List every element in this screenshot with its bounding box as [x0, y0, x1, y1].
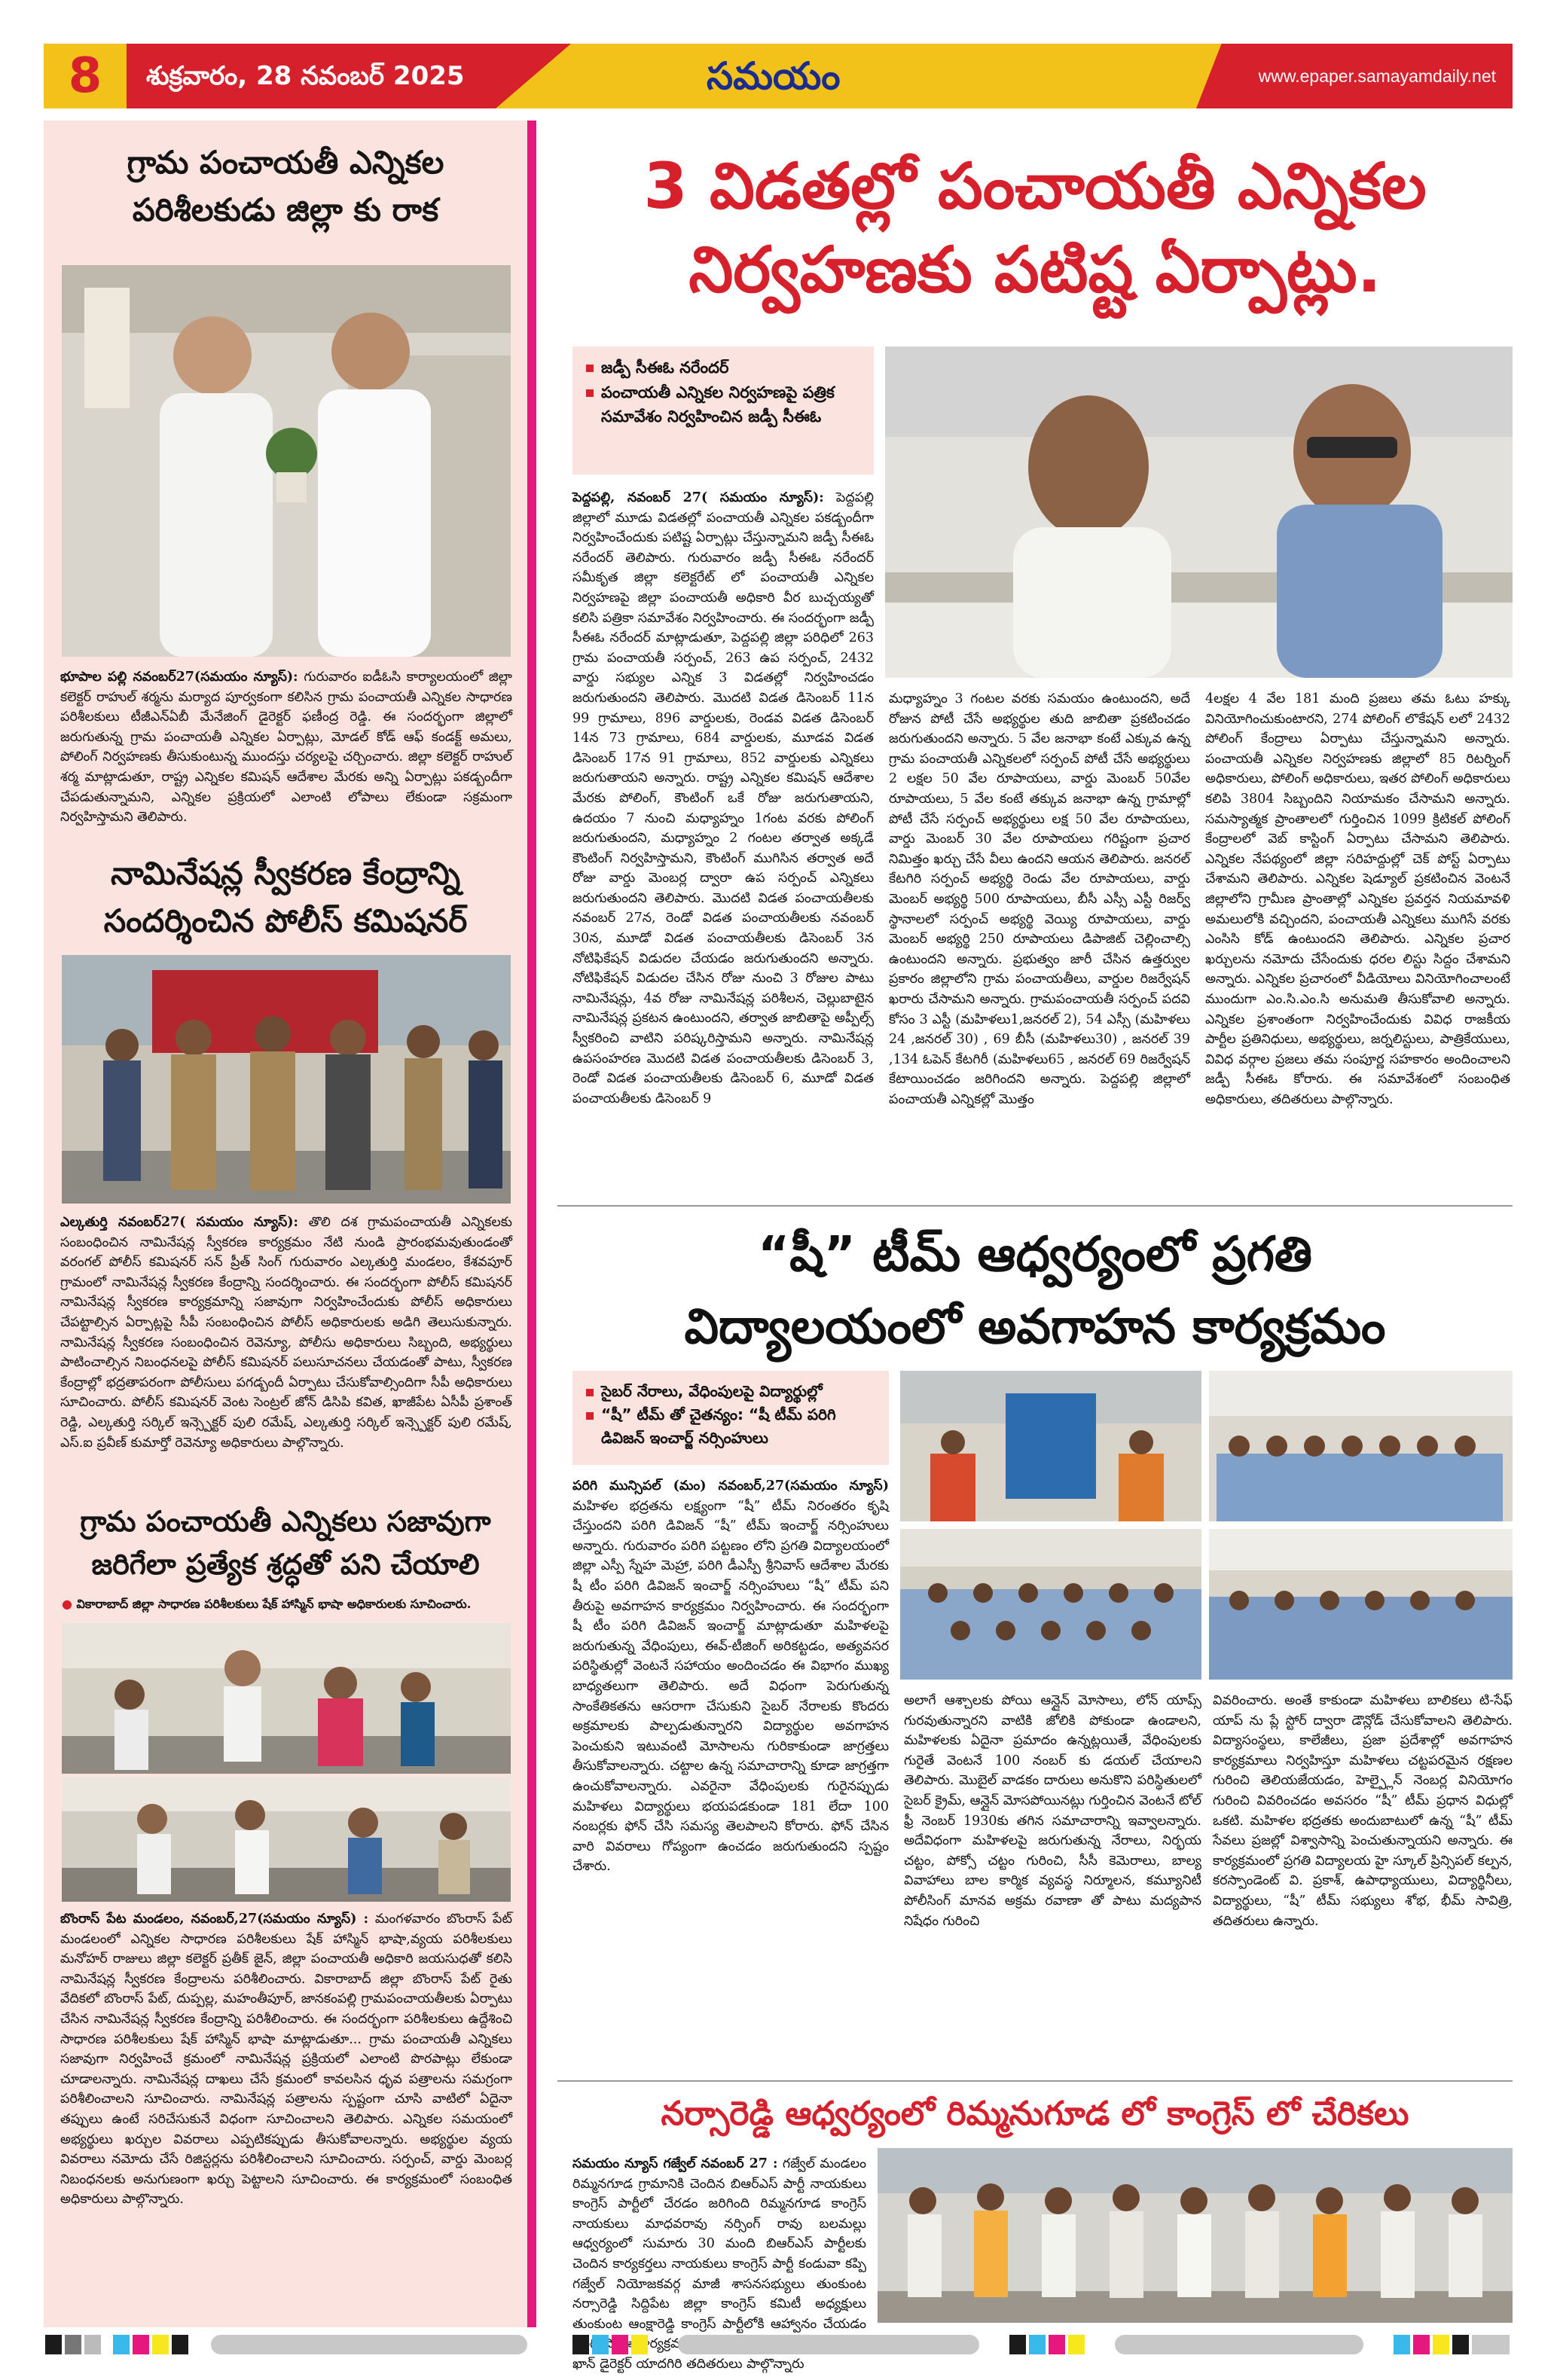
story3-text: మంగళవారం బొంరాస్ పేట్ మండలంలో ఎన్నికల సాధారణ పరిశీలకులు షేక్ హాస్మిన్ భాషా,వ్యయ పరిశీలకులు మనోహర్ రాజులు జిల్లా కలెక్టర్ ప్రతీక్ జైన్, జిల్లా పంచాయతీ అధికారి జయసుధతో కలిసి నామినేషన్ల స్వీకరణ కేంద్రాలను పరిశీలించారు. వికారాబాద్ జిల్లా బొంరాస్ పేట్ రైతు వేదికలో బొంరాస్ పేట్, దుప్పల్ల, మహంతీపూర్, జానకంపల్లి గ్రామపంచాయతీలకు ఏర్పాటు చేసిన నామినేషన్ల స్వీకరణ కేంద్రాన్ని పరిశీలించారు. ఈ సందర్భంగా పరిశీలకులు ఉద్దేశించి సాధారణ పరిశీలకులు షేక్ హాస్మిన్ భాషా మాట్లాడుతూ... గ్రామ పంచాయతీ ఎన్నికలు సజావుగా నిర్వహించే క్రమంలో నామినేషన్ల ప్రక్రియలో ఎలాంటి పొరపాట్లు లేకుండా చూడాలన్నారు. నామినేషన్ల దాఖలు చేసే క్రమంలో కావలసిన ధృవ పత్రాలను సమగ్రంగా పరిశీలించాలని సూచించారు. నామినేషన్ల పత్రాలను స్పష్టంగా చూసి వాటిలో ఏదైనా తప్పులు ఉంటే సరిచేసుకునే విధంగా సూచించాలని తెలిపారు. ఎన్నికల సమయంలో అభ్యర్థులు ఖర్చుల వివరాలు ఎప్పటికప్పుడు తీసుకోవాలన్నారు. అభ్యర్థుల వ్యయ వివరాలు నమోదు చేసే రిజిస్టర్లను పరిశీలించాలని సూచించారు. సర్పంచ్, వార్డు మెంబర్ల నిబంధనలకు అనుగుణంగా ఖర్చు పెట్టాలని సూచించారు. ఈ కార్యక్రమంలో సంబంధిత అధికారులు పాల్గొన్నారు.: [60, 1912, 512, 2208]
story1-body: [60, 667, 512, 848]
masthead-yellow-band: [496, 44, 1249, 108]
story1-headline-line1: గ్రామ పంచాయతీ ఎన్నికల: [127, 144, 444, 181]
she-headline-line1: “షీ” టీమ్ ఆధ్వర్యంలో ప్రగతి: [758, 1227, 1312, 1283]
story1-text: గురువారం ఐడీఓసి కార్యాలయంలో జిల్లా కలెక్టర్ రాహుల్ శర్మను మర్యాద పూర్వకంగా కలిసిన గ్రామ పంచాయతీ ఎన్నికల సాధారణ పరిశీలకులు టీజీఎన్ఏబీ మేనేజింగ్ డైరెక్టర్ ఫణీంద్ర రెడ్డి. ఈ సందర్భంగా జిల్లాలో జరుగుతున్న గ్రామ పంచాయతీ ఎన్నికల ఏర్పాట్లు, మోడల్ కోడ్ ఆఫ్ కండక్ట్ అమలు, పోలింగ్ నిర్వహణకు తీసుకుంటున్న ముందస్తు చర్యలపై చర్చించారు. జిల్లా కలెక్టర్ రాహుల్ శర్మ మాట్లాడుతూ, రాష్ట్ర ఎన్నికల కమిషన్ ఆదేశాల మేరకు అన్ని ఏర్పాట్లు పకడ్బందీగా చేపడుతున్నామని, ఎన్నికల ప్రక్రియలో ఎలాంటి లోపాలు లేకుండా సక్రమంగా నిర్వహిస్తామని తెలిపారు.: [60, 670, 512, 825]
divider-2: [557, 2080, 1513, 2082]
story3-photo-1: [62, 1623, 511, 1774]
newspaper-brand: సమయం: [707, 54, 841, 98]
reg-cyan-1: [113, 2335, 130, 2354]
she-body-col1: [572, 1476, 889, 2071]
reg-black-4: [1009, 2335, 1026, 2354]
masthead: [44, 44, 1513, 108]
she-photo-2: [1209, 1371, 1513, 1521]
story3-dateline: బొంరాస్ పేట మండలం, నవంబర్,27(సమయం న్యూస్) :: [60, 1912, 369, 1927]
story2-headline[interactable]: [44, 850, 527, 944]
story2-headline-line2: సందర్శించిన పోలీస్ కమిషనర్: [103, 902, 468, 939]
she-text-1: మహిళల భద్రతను లక్ష్యంగా “షీ” టీమ్ నిరంతరం కృషి చేస్తుందని పరిగి డివిజన్ “షీ” టీమ్ ఇంచార్జ్ నర్సింహులు అన్నారు. గురువారం పరిగి పట్టణం లోని ప్రగతి విద్యాలయంలో జిల్లా ఎస్పీ స్నేహ మెహ్రా, పరిగి డీఎస్పీ శ్రీనివాస్ ఆదేశాల మేరకు షీ టీం పరిగి డివిజన్ ఇంచార్జ్ నర్సింహులు “షీ” టీమ్ పని తీరుపై అవగాహన కార్యక్రమం నిర్వహించారు. ఈ సందర్భంగా షీ టీం పరిగి డివిజన్ ఇంచార్జ్ మాట్లాడుతూ మహిళలపై జరుగుతున్న వేధింపులు, ఈవ్-టీజింగ్ అరికట్టడం, అత్యవసర పరిస్థితుల్లో వెంటనే సహాయం అందించడం ఈ విభాగం ముఖ్య బాధ్యతలుగా తెలిపారు. అదే విధంగా పెరుగుతున్న సాంకేతికతను ఆసరాగా చేసుకుని సైబర్ నేరాలకు కొందరు అక్రమాలకు పాల్పడుతున్నారని విద్యార్థుల అవగాహన పెంచుకుని ఇటువంటి మోసాలను గురికాకుండా జాగ్రత్తలు తీసుకోవాలన్నారు. చట్టాల ఉన్న సమాచారాన్ని కూడా జాగ్రత్తగా ఉంచుకోవాలన్నారు. ఎవరైనా వేధింపులకు గురైనప్పుడు మహిళలు విద్యార్థులు భయపడకుండా 181 లేదా 100 నంబర్లకు ఫోన్ చేసి సమస్య తెలపాలని కోరారు. ఫోన్ చేసిన వారి వివరాలు గోప్యంగా ఉంచడం జరుగుతుందని స్పష్టం చేశారు.: [572, 1498, 889, 1875]
she-body-col3: [1213, 1691, 1513, 2071]
she-body-col2: [904, 1691, 1201, 2071]
reg-yellow-4: [1433, 2335, 1449, 2354]
story2-text: తొలి దశ గ్రామపంచాయతీ ఎన్నికలకు సంబంధించిన నామినేషన్ల స్వీకరణ కార్యక్రమం నేటి నుండి ప్రారంభమవుతుండంతో వరంగల్ పోలీస్ కమిషనర్ సన్ ప్రీత్ సింగ్ గురువారం ఎల్కతుర్తి మండలం, కేశవపూర్ గ్రామంలో నామినేషన్ల స్వీకరణ కేంద్రాన్ని సందర్శించారు. ఈ సందర్భంగా పోలీస్ కమిషనర్ నామినేషన్ల స్వీకరణ కార్యక్రమాన్ని సజావుగా నిర్వహించేందుకు పోలీస్ అధికారులు చేపట్టాల్సిన ఏర్పాట్లపై సీపీ సంబంధించిన పోలీస్ అధికారులకు అడిగి తెలుసుకున్నారు. నామినేషన్ల స్వీకరణ సంబంధించిన రెవెన్యూ, పోలీసు అధికారులు సిబ్బంది, అభ్యర్థులు పాటించాల్సిన నిబంధనలపై పోలీస్ కమిషనర్ పలుసూచనలు చేయడంతో పాటు, స్వీకరణ కేంద్రాల్లో భద్రతాపరంగా పోలీసులు పగడ్బందీ ఏర్పాటు చేసుకోవాల్సిందిగా సీపీ అధికారులు సూచించారు. పోలీస్ కమిషనర్ వెంట సెంట్రల్ జోన్ డిసిపి కవిత, ఖాజీపేట ఏసీపీ ప్రశాంత్ రెడ్డి, ఎల్కతుర్తి సర్కిల్ ఇన్స్పెక్టర్ పులి రమేష్, ఎల్కతుర్తి సర్కిల్ ఇన్స్పెక్టర్ పులి రమేష్, ఎస్.ఐ ప్రవీణ్ కుమార్తో రెవెన్యూ అధికారులు పాల్గొన్నారు.: [60, 1215, 512, 1451]
she-headline[interactable]: [557, 1219, 1513, 1363]
she-kicker: [572, 1371, 889, 1465]
reg-yellow-2: [631, 2335, 648, 2354]
reg-magenta-4: [1413, 2335, 1430, 2354]
epaper-url[interactable]: www.epaper.samayamdaily.net: [1258, 66, 1496, 86]
main-text-3: 4లక్షల 4 వేల 181 మంది ప్రజలు తమ ఓటు హక్కు వినియోగించుకుంటారని, 274 పోలింగ్ లొకేషన్ లలో 2432 పోలింగ్ కేంద్రాలు ఏర్పాటు చేస్తున్నామని అన్నారు. పంచాయతీ ఎన్నికల నిర్వహణకు జిల్లాలో 85 రిటర్నింగ్ అధికారులు, పోలింగ్ అధికారులు, ఇతర పోలింగ్ అధికారులు కలిపి 3804 సిబ్బందిని నియామకం చేసామని అన్నారు. సమస్యాత్మక ప్రాంతాలలో గుర్తించిన 1099 క్రిటికల్ పోలింగ్ కేంద్రాలలో వెబ్ కాస్టింగ్ ఏర్పాటు చేసామని తెలిపారు. ఎన్నికల నేపథ్యంలో జిల్లా సరిహద్దుల్లో చెక్ పోస్ట్ ఏర్పాటు చేశామని తెలిపారు. ఎన్నికల షెడ్యూల్ ప్రకటించిన వెంటనే జిల్లాలోని గ్రామీణ ప్రాంతాల్లో ఎన్నికల ప్రవర్తన నియమావళి అమలులోకి వచ్చిందని, పంచాయతీ ఎన్నికలు ముగిసే వరకు ఎంసిసి కోడ్ ఉంటుందని తెలిపారు. ఎన్నికల ప్రచార ఖర్చులను నమోదు చేసేందుకు ధరల లిస్టు సిద్దం చేశామని అన్నారు. ఎన్నికల ప్రచారంలో వీడియోలు వినియోగించాలంటే ముందుగా ఎం.సి.ఎం.సి అనుమతి తీసుకోవాలి అన్నారు. ఎన్నికల ప్రశాంతంగా నిర్వహించేందుకు వివిధ రాజకీయ పార్టీల ప్రతినిధులు, అభ్యర్థులు, జర్నలిస్టులు, పాత్రికేయులు, వివిధ వర్గాల ప్రజలు తమ సంపూర్ణ సహకారం అందించాలని జడ్పీ సీఈఓ కోరారు. ఈ సమావేశంలో సంబంధిత అధికారులు, తదితరులు పాల్గొన్నారు.: [1205, 691, 1510, 1107]
reg-grey-strip-1: [211, 2335, 527, 2354]
reg-grey-strip-2: [678, 2335, 979, 2354]
main-text-2: మధ్యాహ్నం 3 గంటల వరకు సమయం ఉంటుందని, అదే రోజున పోటీ చేసే అభ్యర్థుల తుది జాబితా ప్రకటించడం జరుగుతుందని అన్నారు. 5 వేల జనాభా కంటే ఎక్కువ ఉన్న గ్రామ పంచాయతీ ఎన్నికలలో సర్పంచ్ పోటీ చేసే అభ్యర్థులు 2 లక్షల 50 వేల రూపాయలు, వార్డు మెంబర్ 50వేల రూపాయలు, 5 వేల కంటే తక్కువ జనాభా ఉన్న గ్రామాల్లో పోటీ చేసే సర్పంచ్ అభ్యర్థులు లక్ష 50 వేల రూపాయలు, వార్డు మెంబర్ 30 వేల రూపాయలు గరిష్టంగా ప్రచార నిమిత్తం ఖర్చు చేసే వీలు ఉందని ఆయన తెలిపారు. జనరల్ కేటగిరి సర్పంచ్ అభ్యర్థి రెండు వేల రూపాయలు, వార్డు మెంబర్ అభ్యర్థి 500 రూపాయలు, బీసీ ఎస్సీ ఎస్టీ రిజర్వ్ స్థానాలలో సర్పంచ్ అభ్యర్థి వెయ్యి రూపాయలు, వార్డు మెంబర్ అభ్యర్థి 250 రూపాయలు డిపాజిట్ చెల్లించాల్సి ఉంటుందని అన్నారు. ప్రభుత్వం జారీ చేసిన ఉత్తర్వుల ప్రకారం జిల్లాలోని గ్రామ పంచాయతీలు, వార్డుల రిజర్వేషన్ ఖరారు చేసామని అన్నారు. గ్రామపంచాయతీ సర్పంచ్ పదవి కోసం 3 ఎస్టీ (మహిళలు1,జనరల్ 2), 54 ఎస్సీ (మహిళలు 24 ,జనరల్ 30) , 69 బీసీ (మహిళలు30) , జనరల్ 39 ,134 ఓపెన్ కేటగిరీ (మహిళలు65 , జనరల్ 69 రిజర్వేషన్ కేటాయించడం జరిగిందని అన్నారు. పెద్దపల్లి జిల్లాలో పంచాయతీ ఎన్నికల్లో మొత్తం: [889, 691, 1190, 1107]
divider-1: [557, 1205, 1513, 1207]
left-column-divider: [527, 121, 536, 2327]
story3-photo-2: [62, 1777, 511, 1902]
reg-magenta-2: [612, 2335, 628, 2354]
she-photo-4: [1209, 1529, 1513, 1680]
story3-headline[interactable]: [44, 1500, 527, 1586]
story3-body: [60, 1909, 512, 2320]
reg-cyan-3: [1029, 2335, 1046, 2354]
reg-yellow-1: [152, 2335, 169, 2354]
main-text-1: పెద్దపల్లి జిల్లాలో మూడు విడతల్లో పంచాయతీ ఎన్నికల పకడ్బందీగా నిర్వహించేందుకు పటిష్ట ఏర్పాట్లు చేస్తున్నామని జడ్పీ సీఈఓ నరేందర్ తెలిపారు. గురువారం జడ్పీ సీఈఓ నరేందర్ సమీకృత జిల్లా కలెక్టరేట్ లో పంచాయతీ ఎన్నికల నిర్వహణపై జిల్లా పంచాయతీ అధికారి వీర బుచ్చయ్యతో కలిసి పత్రికా సమావేశం నిర్వహించారు. ఈ సందర్భంగా జడ్పీ సీఈఓ నరేందర్ మాట్లాడుతూ, పెద్దపల్లి జిల్లా పరిధిలో 263 గ్రామ పంచాయతీ సర్పంచ్, 263 ఉప సర్పంచ్, 2432 వార్డు సభ్యుల ఎన్నిక 3 విడతల్లో నిర్వహించడం జరుగుతుందని తెలిపారు. మొదటి విడత డిసెంబర్ 11న 99 గ్రామాలు, 896 వార్డులకు, రెండవ విడత డిసెంబర్ 14న 73 గ్రామాలు, 684 వార్డులకు, మూడవ విడత డిసెంబర్ 17న 91 గ్రామాలు, 852 వార్డులకు ఎన్నికలు జరుగుతాయని అన్నారు. రాష్ట్ర ఎన్నికల కమిషన్ ఆదేశాల మేరకు పోలింగ్, కౌంటింగ్ ఒకే రోజు జరుగుతాయని, ఉదయం 7 నుంచి మధ్యాహ్నం 1గంట వరకు పోలింగ్ జరుగుతుందని, మధ్యాహ్నం 2 గంటల తర్వాత అక్కడే కౌంటింగ్ నిర్వహిస్తామని, కౌంటింగ్ ముగిసిన తర్వాత అదే రోజు వార్డు మెంబర్ల ద్వారా ఉప సర్పంచ్ ఎన్నికలు జరుగుతుందని తెలిపారు. మొదటి విడత పంచాయతీలకు నవంబర్ 27న, రెండో విడత పంచాయతీలకు నవంబర్ 30న, మూడో విడత పంచాయతీలకు డిసెంబర్ 3న నోటిఫికేషన్ విడుదల చేయడం జరుగుతుందని అన్నారు. నోటిఫికేషన్ విడుదల చేసిన రోజు నుంచి 3 రోజుల పాటు నామినేషన్లు, 4వ రోజు నామినేషన్ల పరిశీలన, చెల్లుబాటైన నామినేషన్ల ప్రకటన ఉంటుందని, తర్వాత జాబితాపై అప్పీల్స్ స్వీకరించి వాటిని పరిష్కరిస్తామని అన్నారు. నామినేషన్ల ఉపసంహరణ మొదటి విడత పంచాయతీలకు డిసెంబర్ 3, రెండో విడత పంచాయతీలకు డిసెంబర్ 6, మూడో విడత పంచాయతీలకు డిసెంబర్ 9: [572, 490, 874, 1106]
story3-headline-line1: గ్రామ పంచాయతీ ఎన్నికలు సజావుగా: [80, 1505, 491, 1538]
congress-headline[interactable]: నర్సారెడ్డి ఆధ్వర్యంలో రిమ్మనుగూడ లో కాంగ్రెస్ లో చేరికలు: [661, 2095, 1409, 2133]
congress-body: [572, 2154, 866, 2372]
main-kicker-2: పంచాయతీ ఎన్నికల నిర్వహణపై పత్రిక సమావేశం నిర్వహించిన జడ్పీ సీఈఓ: [586, 380, 860, 429]
reg-grey-end: [1472, 2335, 1510, 2354]
she-kicker-1: సైబర్ నేరాలు, వేధింపులపై విద్యార్థుల్లో: [586, 1380, 875, 1403]
story1-dateline: భూపాల పల్లి నవంబర్27(సమయం న్యూస్):: [60, 670, 298, 685]
main-dateline: పెద్దపల్లి, నవంబర్ 27( సమయం న్యూస్):: [572, 490, 824, 505]
reg-cyan-2: [592, 2335, 609, 2354]
congress-text: గజ్వేల్ మండలం రిమ్మనగూడ గ్రామానికి చెందిన బిఆర్ఎస్ పార్టీ నాయకులు కాంగ్రెస్ పార్టీలో చేరడం జరిగింది రిమ్మనగూడ కాంగ్రెస్ నాయకులు మాధవరావు నర్సింగ్ రావు బలమల్లు ఆధ్వర్యంలో సుమారు 30 మంది బిఆర్ఎస్ పార్టీలకు చెందిన కార్యకర్తలు నాయకులు కాంగ్రెస్ పార్టీ కండువా కప్పి గజ్వేల్ నియోజకవర్గ మాజీ శాసనసభ్యులు తుంకుంట నర్సారెడ్డి సిద్దిపేట జిల్లా కాంగ్రెస్ కమిటీ అధ్యక్షులు తుంకుంట ఆంక్షారెడ్డి కాంగ్రెస్ పార్టీలోకి ఆహ్వానం చేయడం కార్యక్రమంలో ఖాన్ డైరెక్టర్ యాదగిరి తదితరులు పాల్గొన్నారు: [572, 2156, 866, 2372]
main-headline-line2: నిర్వహణకు పటిష్ట ఏర్పాట్లు.: [688, 232, 1381, 307]
story3-headline-line2: జరిగేలా ప్రత్యేక శ్రద్ధతో పని చేయాలి: [91, 1548, 480, 1581]
story2-photo: [62, 955, 511, 1204]
main-headline-line1: 3 విడతల్లో పంచాయతీ ఎన్నికల: [643, 149, 1427, 223]
main-kicker: [572, 346, 874, 474]
page-number: 8: [44, 44, 127, 108]
she-text-3: వివరించారు. అంతే కాకుండా మహిళలు బాలికలు టి-సేఫ్ యాప్ ను ప్లే స్టోర్ ద్వారా డౌన్లోడ్ చేసుకోవాలని తెలిపారు. విద్యాసంస్థలు, కాలేజీలు, ప్రజా ప్రదేశాల్లో అవగాహన కార్యక్రమాలు నిర్వహిస్తూ మహిళలు చట్టపరమైన రక్షణల గురించి తెలియజేయడం, హెల్ప్లైన్ నెంబర్ల వినియోగం గురించి వివరించడం అవసరం “షీ” టీమ్ ప్రధాన విధుల్లో ఒకటి. మహిళల భద్రతకు అందుబాటులో ఉన్న “షీ” టీమ్ సేవలు ప్రజల్లో విశ్వాసాన్ని పెంచుతున్నాయని అన్నారు. ఈ కార్యక్రమంలో ప్రగతి విద్యాలయ హై స్కూల్ ప్రిన్సిపల్ కల్పన, కరస్పాండెంట్ వి. ప్రకాశ్, ఉపాధ్యాయులు, విద్యార్థినీలు, విద్యార్థులు, “షీ” టీమ్ సభ్యులు శోభ, భీమ్ సావిత్రి, తదితరులు ఉన్నారు.: [1213, 1693, 1513, 1929]
story1-photo: [62, 265, 511, 657]
story3-caption: ● వికారాబాద్ జిల్లా సాధారణ పరిశీలకులు షేక్ హాస్మిన్ భాషా అధికారులకు సూచించారు.: [62, 1597, 472, 1611]
reg-black-5: [1452, 2335, 1469, 2354]
she-dateline: పరిగి మున్సిపల్ (మం) నవంబర్,27(సమయం న్యూస్): [572, 1478, 889, 1494]
she-kicker-2: “షీ” టీమ్ తో చైతన్యం: “షీ టీమ్ పరిగి డివిజన్ ఇంచార్జ్ నర్సింహులు: [586, 1403, 875, 1450]
reg-lightgrey-1: [84, 2335, 101, 2354]
reg-black-3: [572, 2335, 589, 2354]
reg-cyan-4: [1394, 2335, 1410, 2354]
reg-grey-1: [65, 2335, 81, 2354]
she-text-2: అలాగే ఆశ్చాలకు పోయి ఆన్లైన్ మోసాలు, లోన్ యాప్స్ గురవుతున్నారని వాటికి జోలికి పోకుండా ఉండాలని, మహిళలకు ఏదైనా ప్రమాదం ఉన్నట్లయితే, వేధింపులకు గురైతే వెంటనే 100 నంబర్ కు డయల్ చేయాలని తెలిపారు. మొబైల్ వాడకం దారులు అనుకొని పరిస్థితులలో సైబర్ క్రైమ్, ఆన్లైన్ మోసపోయినట్లు గుర్తించిన వెంటనే టోల్ ఫ్రీ నెంబర్ 1930కు తగిన సమాచారాన్ని ఇవ్వాలన్నారు. అదేవిధంగా మహిళలపై జరుగుతున్న నేరాలు, నిర్భయ చట్టం, పోక్సో చట్టం గురించి, సీసీ కెమెరాలు, బాల్య వివాహాలు బాల కార్మిక వ్యవస్థ నిర్మూలన, కమ్యూనిటీ పోలీసింగ్ మానవ అక్రమ రవాణా తో పాటు మద్యపాన నిషేధం గురించి: [904, 1693, 1201, 1929]
congress-dateline: సమయం న్యూస్ గజ్వేల్ నవంబర్ 27 :: [572, 2156, 778, 2171]
reg-magenta-1: [133, 2335, 149, 2354]
reg-grey-strip-3: [1115, 2335, 1363, 2354]
she-photo-1: [900, 1371, 1201, 1521]
story3-caption-text: వికారాబాద్ జిల్లా సాధారణ పరిశీలకులు షేక్ హాస్మిన్ భాషా అధికారులకు సూచించారు.: [76, 1597, 472, 1611]
main-kicker-1: జడ్పీ సీఈఓ నరేందర్: [586, 355, 860, 380]
main-headline[interactable]: [557, 145, 1513, 312]
story2-dateline: ఎల్కతుర్తి నవంబర్27( సమయం న్యూస్):: [60, 1215, 298, 1230]
left-column: [44, 121, 527, 2327]
story1-headline[interactable]: [44, 139, 527, 233]
main-photo: [885, 346, 1513, 678]
story1-headline-line2: పరిశీలకుడు జిల్లా కు రాక: [132, 191, 439, 228]
reg-black-2: [172, 2335, 188, 2354]
reg-black-1: [45, 2335, 62, 2354]
congress-photo: [878, 2148, 1513, 2323]
reg-yellow-3: [1068, 2335, 1085, 2354]
she-headline-line2: విద్యాలయంలో అవగాహన కార్యక్రమం: [684, 1299, 1386, 1355]
issue-date: శుక్రవారం, 28 నవంబర్ 2025: [146, 61, 465, 91]
reg-magenta-3: [1049, 2335, 1065, 2354]
story2-body: [60, 1213, 512, 1493]
she-photo-3: [900, 1529, 1201, 1680]
story2-headline-line1: నామినేషన్ల స్వీకరణ కేంద్రాన్ని: [110, 855, 461, 892]
